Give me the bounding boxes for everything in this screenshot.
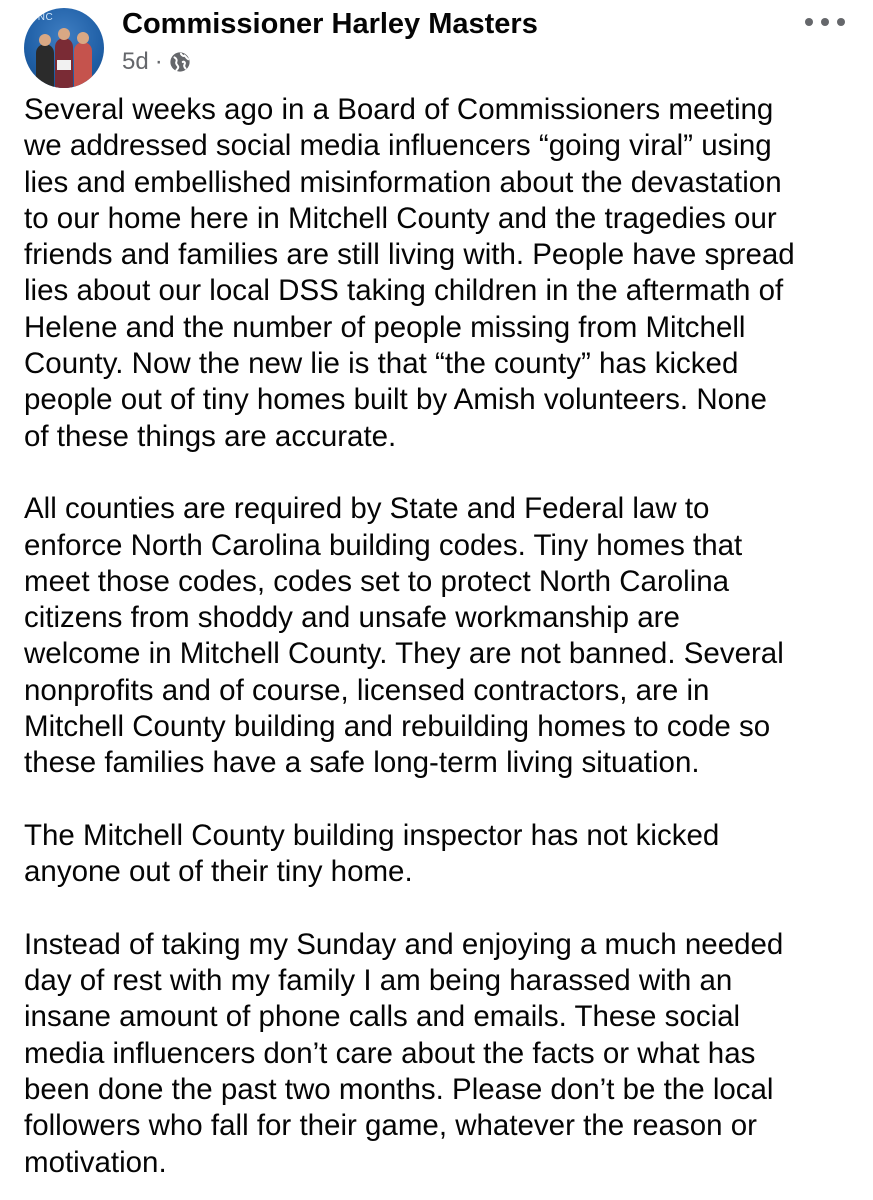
more-options-icon[interactable] [805,12,845,32]
avatar-figure [74,42,92,88]
avatar-figure-head [58,28,70,40]
avatar-figure [36,44,54,88]
more-dot [821,18,829,26]
post-body [24,92,854,1181]
more-dot [837,18,845,26]
post-timestamp[interactable]: 5d [122,48,149,75]
avatar-figure-head [39,34,51,46]
post-paragraph: The Mitchell County building inspector has not kicked anyone out of their tiny home. [24,818,720,889]
avatar-logo-text: UNC [30,12,54,23]
post-paragraph: Several weeks ago in a Board of Commissioners meeting we addressed social media influencers “going viral” using lies and embellished misinformation about the devastation to our home here in Mitchell County and the tragedies our friends and families are still living with. People have spread lies about our local DSS taking children in the aftermath of Helene and the number of people missing from Mitchell County. Now the new lie is that “the county” has kicked people out of tiny homes built by Amish volunteers. None of these things are accurate. [24,93,795,453]
more-dot [805,18,813,26]
avatar-figure-head [77,32,89,44]
globe-icon[interactable] [169,51,191,73]
post-paragraph: Instead of taking my Sunday and enjoying a much needed day of rest with my family I am being harassed with an insane amount of phone calls and emails. These social media influencers don’t care about the facts or what has been done the past two months. Please don’t be the local followers who fall for their game, whatever the reason or motivation. [24,927,784,1179]
post-header [24,8,849,84]
post-paragraph: All counties are required by State and Federal law to enforce North Carolina building codes. Tiny homes that meet those codes, codes set to protect North Carolina citizens from shoddy and unsafe workmanship are welcome in Mitchell County. They are not banned. Several nonprofits and of course, licensed contractors, are in Mitchell County building and rebuilding homes to code so these families have a safe long-term living situation. [24,492,784,780]
avatar-certificate [57,60,71,70]
post-meta [122,46,191,78]
meta-separator: · [154,48,163,75]
author-name[interactable]: Commissioner Harley Masters [122,8,538,40]
avatar[interactable] [24,8,104,88]
